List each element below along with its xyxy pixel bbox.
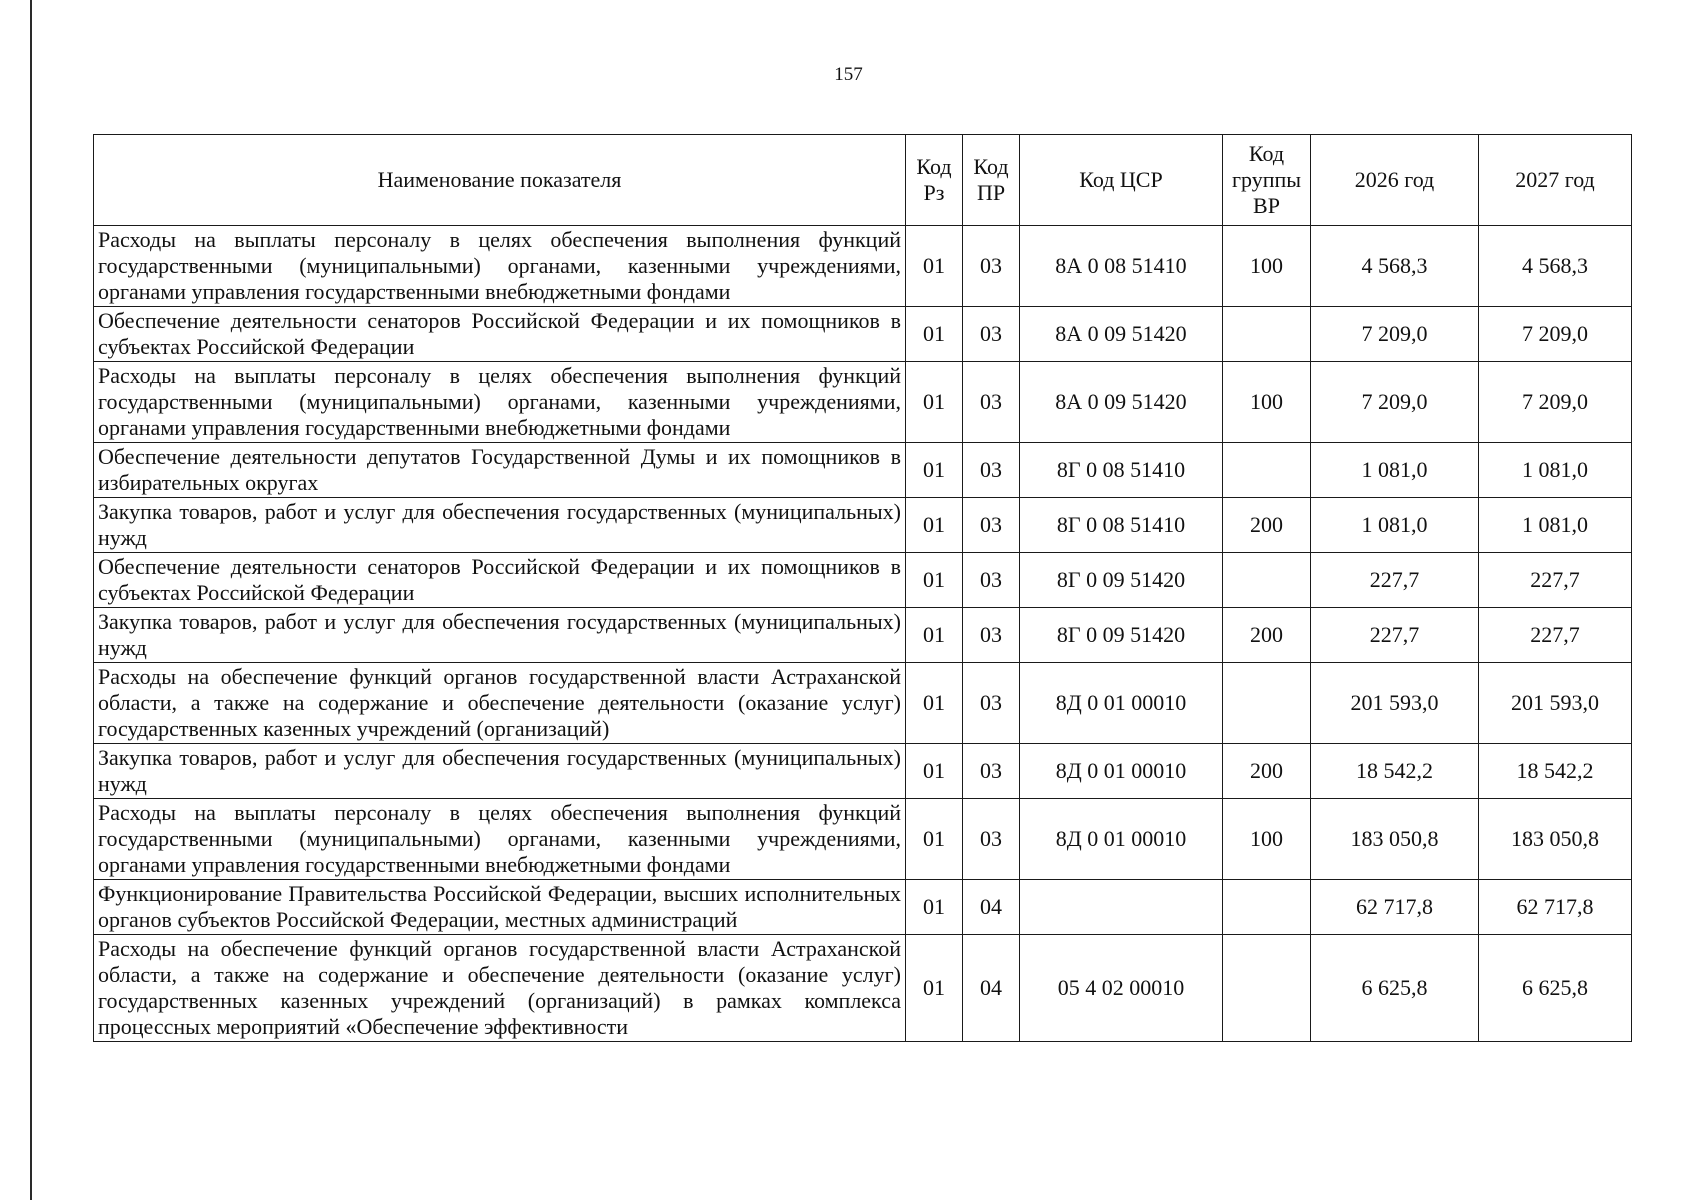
table-row [94,498,1632,553]
header-name: Наименование показателя [94,135,906,226]
row-vr: 200 [1223,498,1311,553]
page-number: 157 [834,64,863,85]
row-year-2027: 4 568,3 [1479,226,1632,307]
row-vr: 100 [1223,362,1311,443]
row-year-2026: 18 542,2 [1311,744,1479,799]
table-header-row [94,135,1632,226]
row-year-2027: 7 209,0 [1479,362,1632,443]
row-year-2027: 1 081,0 [1479,498,1632,553]
row-year-2026: 7 209,0 [1311,307,1479,362]
row-name: Расходы на выплаты персоналу в целях обеспечения выполнения функций государственными (муниципальными) органами, казенными учреждениями, органами управления государственными внебюджетными фондами [94,362,906,443]
row-csr: 8Г 0 08 51410 [1020,443,1223,498]
row-year-2027: 227,7 [1479,553,1632,608]
row-pr: 03 [963,663,1020,744]
table-row [94,935,1632,1042]
header-rz-line-1: Код [916,154,952,179]
table-row [94,608,1632,663]
left-margin-rule [30,0,32,1200]
header-pr [963,135,1020,226]
row-rz: 01 [906,880,963,935]
row-csr: 8Г 0 08 51410 [1020,498,1223,553]
row-name: Обеспечение деятельности сенаторов Российской Федерации и их помощников в субъектах Российской Федерации [94,553,906,608]
row-vr [1223,553,1311,608]
row-pr: 04 [963,935,1020,1042]
table-row [94,226,1632,307]
row-pr: 04 [963,880,1020,935]
row-name: Закупка товаров, работ и услуг для обеспечения государственных (муниципальных) нужд [94,744,906,799]
row-year-2026: 1 081,0 [1311,443,1479,498]
table-row [94,553,1632,608]
row-pr: 03 [963,744,1020,799]
row-rz: 01 [906,744,963,799]
header-rz-line-2: Рз [923,180,945,205]
row-year-2026: 62 717,8 [1311,880,1479,935]
row-pr: 03 [963,307,1020,362]
row-vr: 100 [1223,799,1311,880]
row-csr: 8Г 0 09 51420 [1020,553,1223,608]
row-vr: 100 [1223,226,1311,307]
row-name: Обеспечение деятельности депутатов Государственной Думы и их помощников в избирательных округах [94,443,906,498]
row-year-2026: 227,7 [1311,553,1479,608]
row-name: Расходы на обеспечение функций органов государственной власти Астраханской области, а также на содержание и обеспечение деятельности (оказание услуг) государственных казенных учреждений (организаций) в рамках комплекса процессных мероприятий «Обеспечение эффективности [94,935,906,1042]
row-year-2027: 201 593,0 [1479,663,1632,744]
header-csr: Код ЦСР [1020,135,1223,226]
row-name: Расходы на выплаты персоналу в целях обеспечения выполнения функций государственными (муниципальными) органами, казенными учреждениями, органами управления государственными внебюджетными фондами [94,799,906,880]
row-year-2026: 227,7 [1311,608,1479,663]
row-year-2027: 18 542,2 [1479,744,1632,799]
header-pr-line-2: ПР [976,180,1006,205]
row-rz: 01 [906,307,963,362]
row-year-2026: 1 081,0 [1311,498,1479,553]
row-year-2026: 183 050,8 [1311,799,1479,880]
row-vr [1223,663,1311,744]
row-vr: 200 [1223,608,1311,663]
row-rz: 01 [906,498,963,553]
row-year-2027: 1 081,0 [1479,443,1632,498]
row-rz: 01 [906,362,963,443]
row-year-2027: 62 717,8 [1479,880,1632,935]
header-pr-line-1: Код [973,154,1009,179]
row-year-2027: 6 625,8 [1479,935,1632,1042]
table-row [94,880,1632,935]
row-rz: 01 [906,799,963,880]
row-year-2026: 6 625,8 [1311,935,1479,1042]
row-rz: 01 [906,935,963,1042]
row-year-2027: 183 050,8 [1479,799,1632,880]
header-vr [1223,135,1311,226]
table-row [94,663,1632,744]
header-vr-line-2: группы [1231,167,1302,192]
row-csr: 8Д 0 01 00010 [1020,799,1223,880]
row-csr: 8Г 0 09 51420 [1020,608,1223,663]
header-year-2027: 2027 год [1479,135,1632,226]
row-vr [1223,935,1311,1042]
table-row [94,307,1632,362]
header-vr-line-1: Код [1248,141,1285,166]
row-vr [1223,880,1311,935]
row-year-2026: 7 209,0 [1311,362,1479,443]
row-name: Закупка товаров, работ и услуг для обеспечения государственных (муниципальных) нужд [94,608,906,663]
header-vr-line-3: ВР [1253,193,1280,218]
budget-table [93,134,1632,1042]
row-name: Обеспечение деятельности сенаторов Российской Федерации и их помощников в субъектах Российской Федерации [94,307,906,362]
table-row [94,799,1632,880]
row-csr: 8Д 0 01 00010 [1020,663,1223,744]
table-row [94,443,1632,498]
row-csr: 05 4 02 00010 [1020,935,1223,1042]
row-name: Расходы на обеспечение функций органов государственной власти Астраханской области, а также на содержание и обеспечение деятельности (оказание услуг) государственных казенных учреждений (организаций) [94,663,906,744]
row-pr: 03 [963,226,1020,307]
row-rz: 01 [906,443,963,498]
row-vr [1223,307,1311,362]
table-row [94,362,1632,443]
row-year-2026: 201 593,0 [1311,663,1479,744]
row-pr: 03 [963,498,1020,553]
row-rz: 01 [906,553,963,608]
row-year-2027: 7 209,0 [1479,307,1632,362]
header-rz [906,135,963,226]
table-row [94,744,1632,799]
header-year-2026: 2026 год [1311,135,1479,226]
row-pr: 03 [963,362,1020,443]
row-pr: 03 [963,608,1020,663]
row-name: Функционирование Правительства Российской Федерации, высших исполнительных органов субъектов Российской Федерации, местных администраций [94,880,906,935]
row-rz: 01 [906,608,963,663]
row-csr: 8Д 0 01 00010 [1020,744,1223,799]
row-vr: 200 [1223,744,1311,799]
row-name: Закупка товаров, работ и услуг для обеспечения государственных (муниципальных) нужд [94,498,906,553]
row-pr: 03 [963,799,1020,880]
row-csr [1020,880,1223,935]
row-vr [1223,443,1311,498]
row-csr: 8А 0 09 51420 [1020,362,1223,443]
row-pr: 03 [963,443,1020,498]
row-pr: 03 [963,553,1020,608]
row-rz: 01 [906,226,963,307]
row-year-2027: 227,7 [1479,608,1632,663]
row-csr: 8А 0 08 51410 [1020,226,1223,307]
row-name: Расходы на выплаты персоналу в целях обеспечения выполнения функций государственными (муниципальными) органами, казенными учреждениями, органами управления государственными внебюджетными фондами [94,226,906,307]
row-csr: 8А 0 09 51420 [1020,307,1223,362]
row-year-2026: 4 568,3 [1311,226,1479,307]
row-rz: 01 [906,663,963,744]
